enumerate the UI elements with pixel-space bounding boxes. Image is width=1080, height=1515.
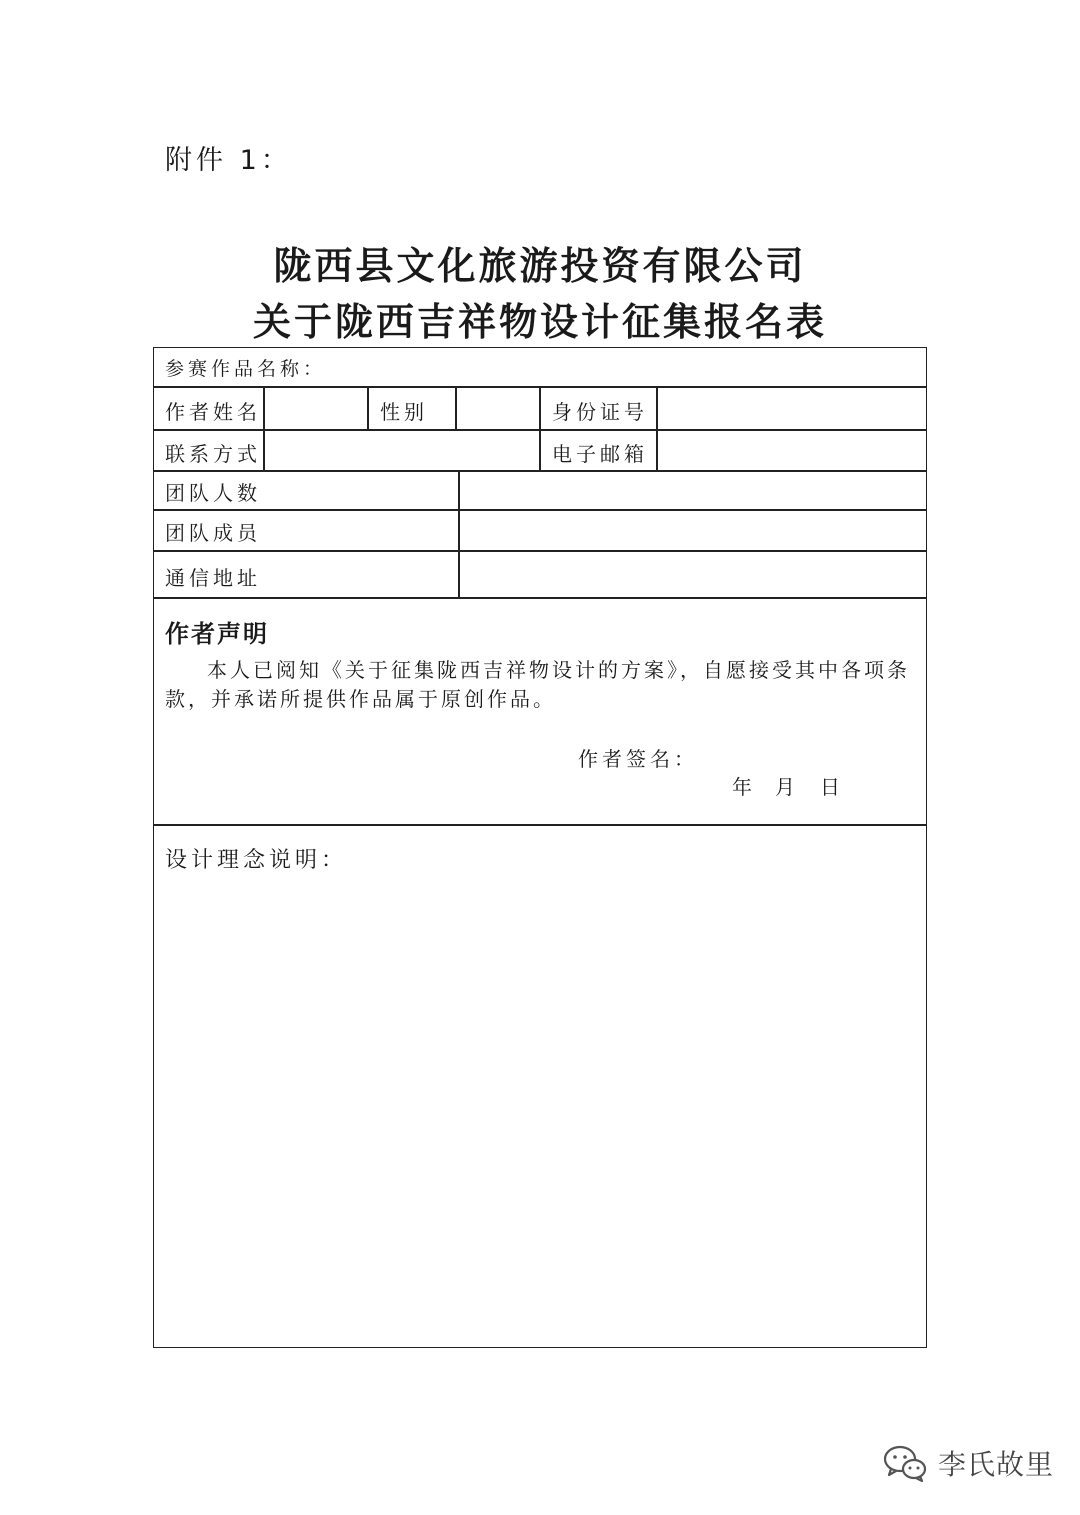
email-label: 电子邮箱 bbox=[552, 442, 648, 466]
col-line-f bbox=[458, 470, 460, 597]
gender-label: 性别 bbox=[380, 400, 428, 424]
design-concept-label: 设计理念说明： bbox=[165, 848, 348, 873]
col-line-d bbox=[539, 386, 541, 470]
team-size-label: 团队人数 bbox=[165, 481, 261, 505]
team-members-label: 团队成员 bbox=[165, 521, 261, 545]
signature-label: 作者签名： bbox=[578, 747, 698, 771]
watermark-text: 李氏故里 bbox=[938, 1448, 1055, 1481]
col-line-a bbox=[263, 386, 265, 470]
team-size-input[interactable] bbox=[461, 472, 924, 508]
col-line-b bbox=[367, 386, 369, 429]
col-line-c bbox=[455, 386, 457, 429]
contact-label: 联系方式 bbox=[165, 442, 261, 466]
attachment-label: 附件 1： bbox=[165, 145, 292, 176]
row-line-7 bbox=[153, 824, 927, 826]
author-name-label: 作者姓名 bbox=[165, 400, 261, 424]
contact-input[interactable] bbox=[266, 431, 538, 469]
entry-name-label: 参赛作品名称： bbox=[165, 358, 327, 380]
date-month-label: 月 bbox=[775, 775, 795, 799]
address-label: 通信地址 bbox=[165, 566, 261, 590]
design-concept-area[interactable] bbox=[156, 880, 924, 1345]
date-year-label: 年 bbox=[732, 775, 752, 799]
team-members-input[interactable] bbox=[461, 511, 924, 549]
id-number-label: 身份证号 bbox=[552, 400, 648, 424]
watermark bbox=[882, 1443, 1054, 1483]
gender-input[interactable] bbox=[458, 388, 538, 428]
row-line-6 bbox=[153, 597, 927, 599]
email-input[interactable] bbox=[659, 431, 924, 469]
title-line-1: 陇西县文化旅游投资有限公司 bbox=[273, 244, 807, 288]
col-line-e bbox=[656, 386, 658, 470]
wechat-icon bbox=[882, 1443, 928, 1483]
title-line-2: 关于陇西吉祥物设计征集报名表 bbox=[252, 300, 827, 344]
declaration-body: 本人已阅知《关于征集陇西吉祥物设计的方案》，自愿接受其中各项条款，并承诺所提供作品属于原创作品。 bbox=[165, 658, 910, 711]
date-day-label: 日 bbox=[820, 775, 840, 799]
address-input[interactable] bbox=[461, 552, 924, 596]
id-number-input[interactable] bbox=[659, 388, 924, 428]
author-name-input[interactable] bbox=[266, 388, 366, 428]
declaration-heading: 作者声明 bbox=[165, 620, 269, 648]
